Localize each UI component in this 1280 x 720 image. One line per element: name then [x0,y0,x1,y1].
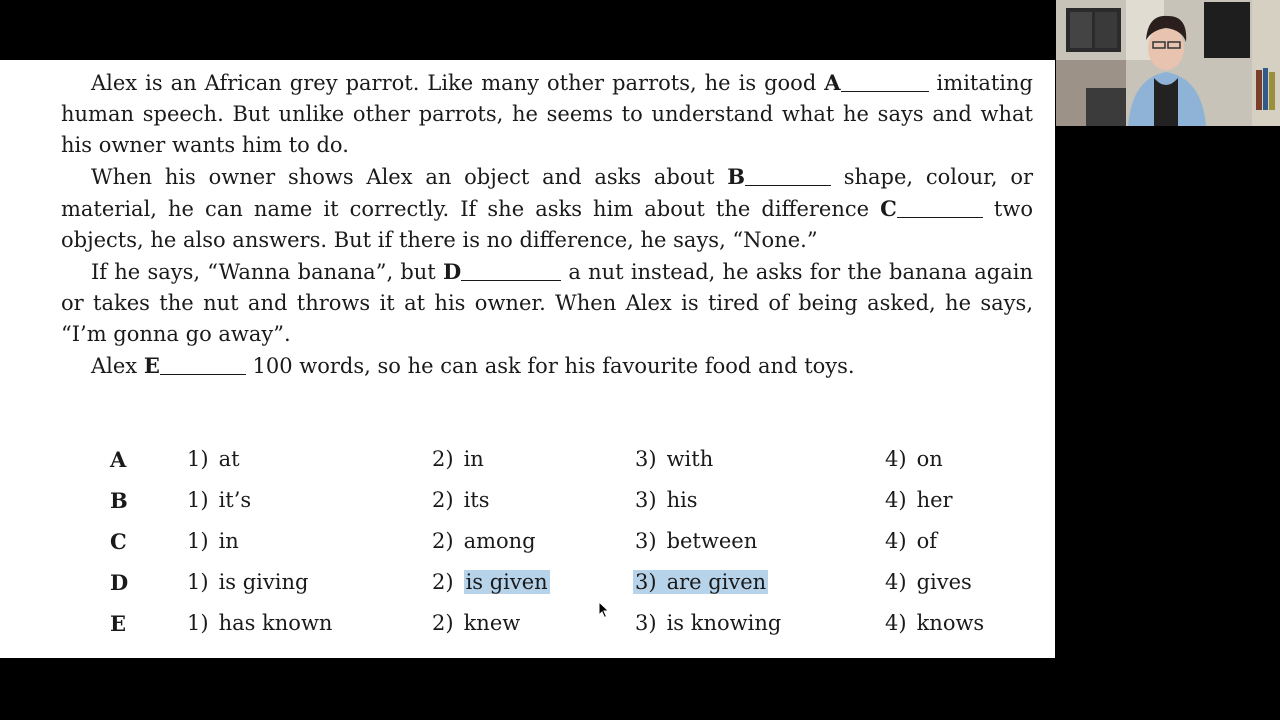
option-d-3-highlighted[interactable]: 3) are given [635,570,767,594]
p1-text-after: imitating human speech. But unlike other parrots, he seems to understand what he says and what his owner wants him to do. [61,71,1033,157]
option-b-1[interactable]: 1) it’s [187,488,252,512]
gap-a-label: A [824,70,841,95]
gap-e-label: E [143,353,160,378]
option-row-d [0,564,1055,605]
option-e-3[interactable]: 3) is knowing [635,611,782,635]
option-row-letter: B [110,488,128,513]
arrow-cursor-icon [598,601,610,619]
webcam-scene [1056,0,1280,126]
slide [0,60,1055,658]
option-b-4[interactable]: 4) her [885,488,953,512]
p4-text-before: Alex [91,354,144,378]
option-e-1[interactable]: 1) has known [187,611,333,635]
option-c-1[interactable]: 1) in [187,529,239,553]
option-row-letter: C [110,529,127,554]
option-row-e [0,605,1055,646]
option-row-letter: E [110,611,127,636]
answer-options-table [0,60,1055,658]
option-row-c [0,523,1055,564]
option-c-2[interactable]: 2) among [432,529,536,553]
option-a-3[interactable]: 3) with [635,447,714,471]
option-row-letter: D [110,570,129,595]
webcam-video-feed [1056,0,1280,126]
option-c-4[interactable]: 4) of [885,529,937,553]
option-a-2[interactable]: 2) in [432,447,484,471]
gap-d-label: D [442,259,462,284]
p2-text-before: When his owner shows Alex an object and asks about [91,165,728,189]
option-row-letter: A [110,447,127,472]
option-row-b [0,482,1055,523]
option-d-1[interactable]: 1) is giving [187,570,309,594]
p3-text-after: a nut instead, he asks for the banana again or takes the nut and throws it at his owner. When Alex is tired of being asked, he says, “I’m gonna go away”. [61,260,1033,346]
p3-text-before: If he says, “Wanna banana”, but [91,260,443,284]
p2-text-mid: shape, colour, or material, he can name it correctly. If she asks him about the difference [61,165,1033,221]
p2-text-after: two objects, he also answers. But if there is no difference, he says, “None.” [61,197,1033,252]
p1-text-before: Alex is an African grey parrot. Like many other parrots, he is good [91,71,825,95]
option-row-a [0,441,1055,482]
option-e-4[interactable]: 4) knows [885,611,985,635]
option-a-4[interactable]: 4) on [885,447,943,471]
option-b-2[interactable]: 2) its [432,488,490,512]
gap-b-label: B [727,164,745,189]
gap-c-label: C [880,196,897,221]
option-a-1[interactable]: 1) at [187,447,240,471]
option-d-4[interactable]: 4) gives [885,570,972,594]
option-c-3[interactable]: 3) between [635,529,758,553]
option-d-2-highlighted[interactable]: 2) is given [432,570,548,594]
option-b-3[interactable]: 3) his [635,488,698,512]
p4-text-after: 100 words, so he can ask for his favourite food and toys. [245,354,855,378]
option-e-2[interactable]: 2) knew [432,611,521,635]
text-highlight: is given [465,570,548,594]
